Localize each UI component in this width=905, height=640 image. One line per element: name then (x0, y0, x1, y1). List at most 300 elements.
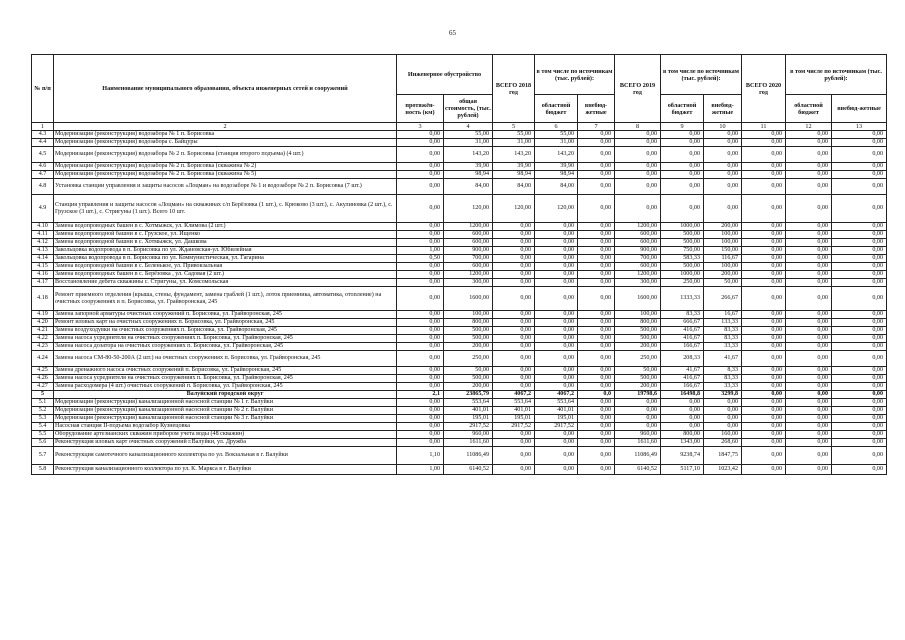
value-cell: 23865,79 (444, 391, 493, 399)
value-cell: 0,00 (578, 239, 615, 247)
value-cell: 50,00 (444, 367, 493, 375)
header-total-2019: ВСЕГО 2019 год (615, 55, 661, 123)
column-number: 13 (832, 123, 887, 131)
value-cell: 0,00 (493, 255, 535, 263)
value-cell: 1,10 (397, 447, 444, 465)
object-name: Модернизация (реконструкция) водозабора № 2 п. Борисовка (станция второго подъема) (4 шт.) (54, 147, 397, 163)
table-row (32, 375, 887, 383)
header-length: протяжён-ность (км) (397, 95, 444, 123)
value-cell: 0,00 (615, 423, 661, 431)
value-cell: 100,00 (704, 263, 742, 271)
value-cell: 0,00 (493, 439, 535, 447)
table-row (32, 287, 887, 311)
value-cell: 0,00 (661, 195, 704, 223)
row-number: 5 (32, 391, 54, 399)
value-cell: 0,00 (832, 195, 887, 223)
row-number: 4.3 (32, 131, 54, 139)
value-cell: 166,67 (661, 343, 704, 351)
value-cell: 0,00 (493, 351, 535, 367)
value-cell: 0,00 (832, 255, 887, 263)
value-cell: 55,00 (444, 131, 493, 139)
value-cell: 0,00 (786, 139, 832, 147)
value-cell: 0,00 (742, 391, 786, 399)
table-row (32, 147, 887, 163)
value-cell: 41,67 (704, 351, 742, 367)
value-cell: 0,00 (704, 147, 742, 163)
value-cell: 0,00 (535, 343, 578, 351)
row-number: 4.26 (32, 375, 54, 383)
table-row (32, 415, 887, 423)
value-cell: 0,00 (832, 407, 887, 415)
value-cell: 0,00 (786, 415, 832, 423)
value-cell: 0,00 (397, 367, 444, 375)
value-cell: 0,00 (397, 239, 444, 247)
object-name: Восстановление дебета скважины с. Стригуны, ул. Комсомольская (54, 279, 397, 287)
value-cell: 133,33 (704, 319, 742, 327)
value-cell: 553,64 (535, 399, 578, 407)
value-cell: 500,00 (615, 335, 661, 343)
value-cell: 2917,52 (444, 423, 493, 431)
row-number: 4.16 (32, 271, 54, 279)
value-cell: 0,00 (615, 179, 661, 195)
value-cell: 0,00 (786, 423, 832, 431)
value-cell: 0,00 (535, 255, 578, 263)
value-cell: 0,00 (397, 271, 444, 279)
value-cell: 39,90 (444, 163, 493, 171)
table-row (32, 255, 887, 263)
value-cell: 0,00 (493, 271, 535, 279)
object-name: Замена водопроводных башен в с. Хотмыжск, ул. Климова (2 шт.) (54, 223, 397, 231)
value-cell: 1600,00 (615, 287, 661, 311)
value-cell: 1,00 (397, 247, 444, 255)
header-num: № п/п (32, 55, 54, 123)
row-number: 4.19 (32, 311, 54, 319)
object-name: Реконструкция самотечного канализационного коллектора по ул. Вокзальная в г. Валуйки (54, 447, 397, 465)
value-cell: 0,00 (832, 279, 887, 287)
value-cell: 31,00 (444, 139, 493, 147)
object-name: Модернизация (реконструкция) водозабора с. Байцуры (54, 139, 397, 147)
value-cell: 0,00 (578, 431, 615, 439)
value-cell: 120,00 (493, 195, 535, 223)
value-cell: 1200,00 (444, 271, 493, 279)
value-cell: 120,00 (444, 195, 493, 223)
row-number: 5.8 (32, 465, 54, 475)
value-cell: 0,00 (704, 195, 742, 223)
value-cell: 0,00 (578, 223, 615, 231)
value-cell: 0,00 (397, 131, 444, 139)
value-cell: 666,67 (661, 319, 704, 327)
object-name: Модернизация (реконструкция) канализационной насосной станции № 2 г. Валуйки (54, 407, 397, 415)
value-cell: 553,64 (493, 399, 535, 407)
value-cell: 0,00 (832, 139, 887, 147)
value-cell: 500,00 (661, 231, 704, 239)
table-body (32, 131, 887, 475)
value-cell: 0,00 (661, 415, 704, 423)
value-cell: 0,00 (742, 147, 786, 163)
row-number: 5.1 (32, 399, 54, 407)
value-cell: 0,00 (397, 431, 444, 439)
value-cell: 5117,10 (661, 465, 704, 475)
value-cell: 401,01 (535, 407, 578, 415)
row-number: 4.24 (32, 351, 54, 367)
value-cell: 0,00 (578, 375, 615, 383)
value-cell: 0,00 (397, 399, 444, 407)
value-cell: 0,00 (578, 163, 615, 171)
value-cell: 195,01 (535, 415, 578, 423)
value-cell: 700,00 (444, 255, 493, 263)
row-number: 4.12 (32, 239, 54, 247)
value-cell: 0,00 (397, 383, 444, 391)
value-cell: 0,00 (397, 139, 444, 147)
object-name: Замена расходомера (4 шт.) очистных сооружений п. Борисовка, ул. Грайворонская, 245 (54, 383, 397, 391)
column-number: 4 (444, 123, 493, 131)
value-cell: 1,00 (397, 465, 444, 475)
header-regional-2018: областной бюджет (535, 95, 578, 123)
value-cell: 0,00 (397, 179, 444, 195)
header-regional-2020: областной бюджет (786, 95, 832, 123)
table-row (32, 399, 887, 407)
value-cell: 0,00 (578, 343, 615, 351)
value-cell: 700,00 (615, 255, 661, 263)
value-cell: 0,00 (493, 383, 535, 391)
value-cell: 16,67 (704, 311, 742, 319)
table-row (32, 231, 887, 239)
object-name: Насосная станция II-подъема водозабор Кузнецовка (54, 423, 397, 431)
value-cell: 800,00 (615, 319, 661, 327)
header-incl-2020: в том числе по источникам (тыс. рублей): (786, 55, 887, 95)
value-cell: 0,00 (786, 431, 832, 439)
value-cell: 0,00 (704, 139, 742, 147)
value-cell: 0,00 (832, 415, 887, 423)
table-row (32, 163, 887, 171)
value-cell: 0,00 (535, 287, 578, 311)
value-cell: 0,00 (704, 423, 742, 431)
value-cell: 0,00 (786, 311, 832, 319)
value-cell: 0,00 (742, 231, 786, 239)
value-cell: 0,00 (742, 367, 786, 375)
header-total-2018: ВСЕГО 2018 год (493, 55, 535, 123)
value-cell: 0,00 (493, 311, 535, 319)
table-row (32, 431, 887, 439)
row-number: 5.7 (32, 447, 54, 465)
value-cell: 0,0 (578, 391, 615, 399)
value-cell: 0,00 (615, 131, 661, 139)
value-cell: 166,67 (661, 383, 704, 391)
value-cell: 0,00 (832, 247, 887, 255)
value-cell: 0,00 (493, 279, 535, 287)
value-cell: 120,00 (535, 195, 578, 223)
value-cell: 0,00 (832, 231, 887, 239)
object-name: Модернизация (реконструкция) водозабора № 2 п. Борисовка (скважина № 2) (54, 163, 397, 171)
header-extra-2019: внебюд-жетные (704, 95, 742, 123)
value-cell: 0,00 (493, 375, 535, 383)
value-cell: 0,00 (786, 447, 832, 465)
header-name: Наименование муниципального образования, объекта инженерных сетей и сооружений (54, 55, 397, 123)
value-cell: 0,00 (786, 287, 832, 311)
value-cell: 0,00 (786, 375, 832, 383)
value-cell: 0,00 (742, 223, 786, 231)
value-cell: 9238,74 (661, 447, 704, 465)
value-cell: 0,00 (661, 163, 704, 171)
value-cell: 84,00 (493, 179, 535, 195)
value-cell: 98,94 (444, 171, 493, 179)
header-extra-2018: внебюд-жетные (578, 95, 615, 123)
value-cell: 583,33 (661, 255, 704, 263)
value-cell: 143,20 (493, 147, 535, 163)
object-name: Реконструкция иловых карт очистных сооружений г.Валуйки, ул. Дружба (54, 439, 397, 447)
value-cell: 33,33 (704, 383, 742, 391)
row-number: 4.27 (32, 383, 54, 391)
value-cell: 0,00 (832, 131, 887, 139)
value-cell: 0,00 (786, 195, 832, 223)
value-cell: 0,00 (832, 287, 887, 311)
value-cell: 300,00 (444, 279, 493, 287)
value-cell: 0,00 (535, 239, 578, 247)
value-cell: 0,00 (615, 163, 661, 171)
value-cell: 0,50 (397, 255, 444, 263)
value-cell: 0,00 (397, 375, 444, 383)
value-cell: 83,33 (704, 335, 742, 343)
value-cell: 41,67 (661, 367, 704, 375)
value-cell: 0,00 (578, 407, 615, 415)
value-cell: 0,00 (535, 431, 578, 439)
object-name: Модернизация (реконструкция) водозабора № 2 п. Борисовка (скважина № 5) (54, 171, 397, 179)
value-cell: 1847,75 (704, 447, 742, 465)
value-cell: 31,00 (535, 139, 578, 147)
object-name: Замена водопроводной башни в с. Грузское, ул. Ищенко (54, 231, 397, 239)
value-cell: 0,00 (535, 351, 578, 367)
value-cell: 0,00 (578, 279, 615, 287)
value-cell: 83,33 (704, 375, 742, 383)
value-cell: 0,00 (742, 271, 786, 279)
value-cell: 416,67 (661, 335, 704, 343)
value-cell: 0,00 (578, 335, 615, 343)
object-name: Замена насоса усреднителя на очистных сооружениях п. Борисовка, ул. Грайворонская, 245 (54, 335, 397, 343)
value-cell: 0,00 (578, 287, 615, 311)
value-cell: 0,00 (786, 351, 832, 367)
value-cell: 900,00 (615, 247, 661, 255)
value-cell: 0,00 (397, 423, 444, 431)
column-number: 1 (32, 123, 54, 131)
value-cell: 0,00 (397, 311, 444, 319)
value-cell: 0,00 (578, 423, 615, 431)
value-cell: 0,00 (535, 263, 578, 271)
row-number: 4.23 (32, 343, 54, 351)
value-cell: 0,00 (615, 147, 661, 163)
value-cell: 0,00 (535, 465, 578, 475)
value-cell: 0,00 (535, 319, 578, 327)
value-cell: 0,00 (832, 383, 887, 391)
value-cell: 0,00 (742, 239, 786, 247)
table-row (32, 311, 887, 319)
value-cell: 0,00 (578, 179, 615, 195)
header-regional-2019: областной бюджет (661, 95, 704, 123)
table-row (32, 319, 887, 327)
value-cell: 0,00 (535, 311, 578, 319)
value-cell: 500,00 (444, 375, 493, 383)
value-cell: 0,00 (832, 439, 887, 447)
value-cell: 0,00 (661, 423, 704, 431)
value-cell: 0,00 (397, 287, 444, 311)
value-cell: 401,01 (444, 407, 493, 415)
table-row (32, 263, 887, 271)
value-cell: 0,00 (578, 351, 615, 367)
table-row (32, 279, 887, 287)
value-cell: 750,00 (661, 247, 704, 255)
value-cell: 0,00 (493, 223, 535, 231)
header-cost: общая стоимость, (тыс. рублей) (444, 95, 493, 123)
value-cell: 143,20 (535, 147, 578, 163)
table-row (32, 447, 887, 465)
value-cell: 0,00 (786, 223, 832, 231)
value-cell: 0,00 (704, 407, 742, 415)
value-cell: 0,00 (742, 335, 786, 343)
value-cell: 0,00 (742, 351, 786, 367)
value-cell: 31,00 (493, 139, 535, 147)
value-cell: 143,20 (444, 147, 493, 163)
value-cell: 0,00 (397, 335, 444, 343)
value-cell: 500,00 (615, 327, 661, 335)
value-cell: 0,00 (742, 439, 786, 447)
value-cell: 0,00 (578, 447, 615, 465)
value-cell: 1343,00 (661, 439, 704, 447)
value-cell: 0,00 (832, 351, 887, 367)
value-cell: 0,00 (742, 131, 786, 139)
value-cell: 0,00 (786, 465, 832, 475)
table-row (32, 423, 887, 431)
value-cell: 0,00 (742, 447, 786, 465)
value-cell: 800,00 (444, 319, 493, 327)
table-row (32, 239, 887, 247)
value-cell: 500,00 (661, 239, 704, 247)
value-cell: 98,94 (493, 171, 535, 179)
value-cell: 0,00 (493, 263, 535, 271)
value-cell: 0,00 (578, 311, 615, 319)
value-cell: 0,00 (742, 287, 786, 311)
value-cell: 98,94 (535, 171, 578, 179)
value-cell: 200,00 (704, 271, 742, 279)
value-cell: 84,00 (444, 179, 493, 195)
value-cell: 200,00 (444, 383, 493, 391)
value-cell: 0,00 (493, 287, 535, 311)
value-cell: 19798,6 (615, 391, 661, 399)
value-cell: 900,00 (444, 247, 493, 255)
value-cell: 268,60 (704, 439, 742, 447)
value-cell: 0,00 (578, 247, 615, 255)
value-cell: 3299,8 (704, 391, 742, 399)
value-cell: 11086,49 (615, 447, 661, 465)
row-number: 5.2 (32, 407, 54, 415)
value-cell: 4067,2 (535, 391, 578, 399)
value-cell: 39,90 (493, 163, 535, 171)
value-cell: 0,00 (742, 195, 786, 223)
value-cell: 2,1 (397, 391, 444, 399)
value-cell: 0,00 (786, 163, 832, 171)
value-cell: 0,00 (578, 171, 615, 179)
row-number: 4.5 (32, 147, 54, 163)
value-cell: 0,00 (493, 335, 535, 343)
value-cell: 50,00 (615, 367, 661, 375)
row-number: 4.17 (32, 279, 54, 287)
value-cell: 0,00 (786, 399, 832, 407)
value-cell: 0,00 (397, 231, 444, 239)
value-cell: 500,00 (444, 335, 493, 343)
header-incl-2018: в том числе по источникам (тыс. рублей): (535, 55, 615, 95)
value-cell: 116,67 (704, 255, 742, 263)
header-infra: Инженерное обустройство (397, 55, 493, 95)
value-cell: 0,00 (535, 447, 578, 465)
value-cell: 160,00 (704, 431, 742, 439)
value-cell: 0,00 (832, 239, 887, 247)
value-cell: 0,00 (832, 375, 887, 383)
value-cell: 1000,00 (661, 223, 704, 231)
value-cell: 0,00 (615, 407, 661, 415)
value-cell: 0,00 (786, 319, 832, 327)
value-cell: 200,00 (615, 383, 661, 391)
table-row (32, 247, 887, 255)
table-row (32, 439, 887, 447)
value-cell: 0,00 (578, 231, 615, 239)
value-cell: 0,00 (786, 247, 832, 255)
value-cell: 0,00 (786, 271, 832, 279)
table-row (32, 223, 887, 231)
value-cell: 6140,52 (444, 465, 493, 475)
value-cell: 0,00 (742, 139, 786, 147)
value-cell: 200,00 (444, 343, 493, 351)
value-cell: 0,00 (742, 383, 786, 391)
column-number: 10 (704, 123, 742, 131)
table-row (32, 407, 887, 415)
table-row (32, 179, 887, 195)
value-cell: 266,67 (704, 287, 742, 311)
value-cell: 0,00 (397, 319, 444, 327)
value-cell: 600,00 (444, 239, 493, 247)
table-row (32, 131, 887, 139)
row-number: 5.3 (32, 415, 54, 423)
object-name: Замена воздуходувки на очистных сооружениях п. Борисовка, ул. Грайворонская, 245 (54, 327, 397, 335)
value-cell: 0,00 (742, 163, 786, 171)
object-name: Установка станции управления и защиты насосов «Лоцман» на водозаборе № 1 и водозаборе № 2 п. Борисовка (7 шт.) (54, 179, 397, 195)
value-cell: 0,00 (704, 415, 742, 423)
value-cell: 0,00 (578, 383, 615, 391)
value-cell: 0,00 (786, 131, 832, 139)
value-cell: 0,00 (578, 399, 615, 407)
value-cell: 0,00 (397, 343, 444, 351)
value-cell: 250,00 (444, 351, 493, 367)
value-cell: 0,00 (493, 367, 535, 375)
value-cell: 0,00 (397, 439, 444, 447)
value-cell: 0,00 (704, 163, 742, 171)
value-cell: 0,00 (832, 311, 887, 319)
value-cell: 200,00 (615, 343, 661, 351)
value-cell: 0,00 (535, 439, 578, 447)
value-cell: 83,33 (704, 327, 742, 335)
row-number: 4.14 (32, 255, 54, 263)
value-cell: 416,67 (661, 375, 704, 383)
value-cell: 500,00 (444, 327, 493, 335)
value-cell: 0,00 (397, 415, 444, 423)
value-cell: 0,00 (742, 311, 786, 319)
value-cell: 0,00 (742, 179, 786, 195)
value-cell: 0,00 (742, 423, 786, 431)
value-cell: 0,00 (397, 351, 444, 367)
value-cell: 1200,00 (444, 223, 493, 231)
value-cell: 1200,00 (615, 271, 661, 279)
value-cell: 0,00 (578, 263, 615, 271)
value-cell: 0,00 (704, 131, 742, 139)
value-cell: 0,00 (397, 327, 444, 335)
value-cell: 0,00 (742, 255, 786, 263)
